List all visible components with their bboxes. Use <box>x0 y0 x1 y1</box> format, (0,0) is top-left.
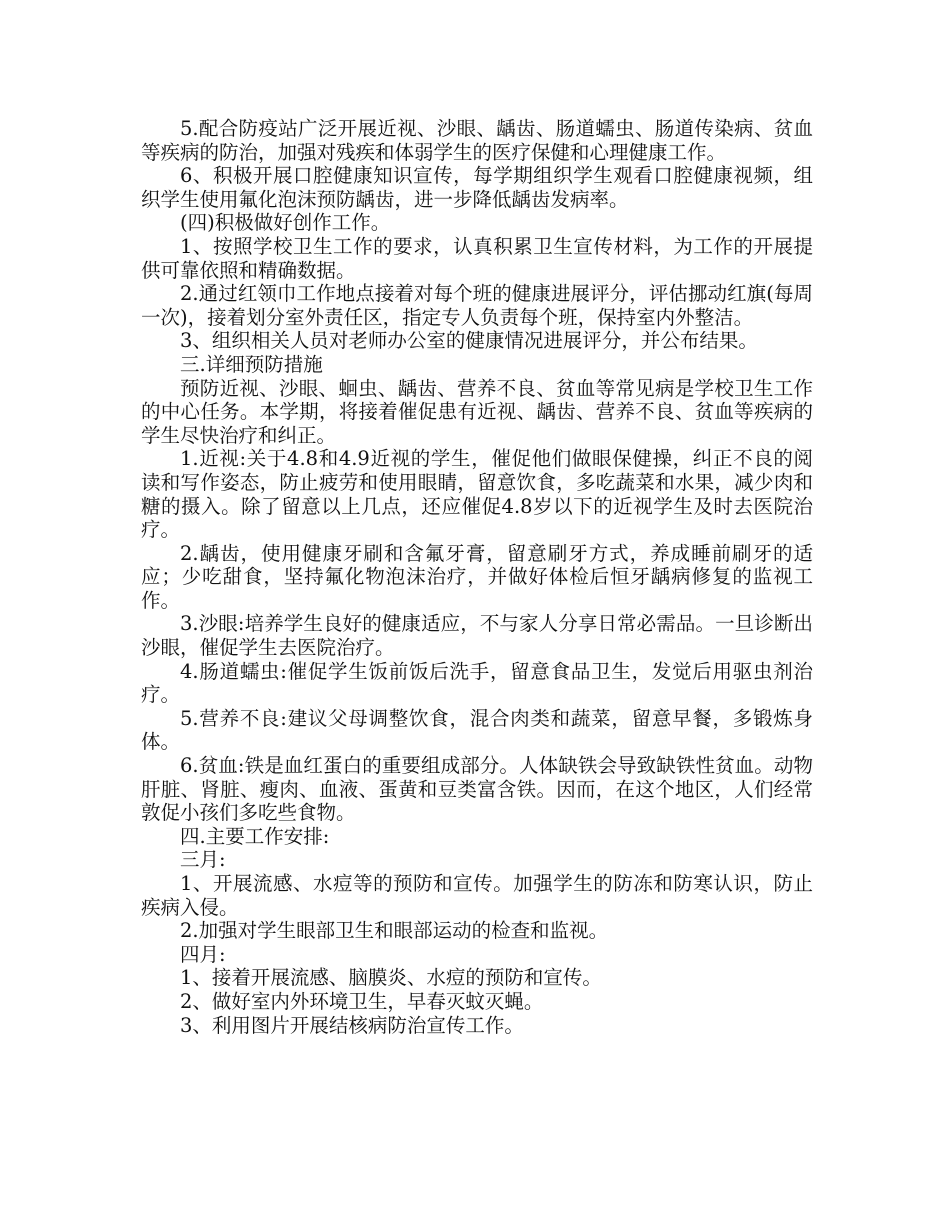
section-heading-4: (四)积极做好创作工作。 <box>180 211 391 235</box>
paragraph-march-1: 1、开展流感、水痘等的预防和宣传。加强学生的防冻和防寒认识，防止疾病入侵。 <box>141 872 813 919</box>
month-heading-march: 三月: <box>180 848 226 872</box>
section-heading-4-schedule: 四.主要工作安排: <box>180 824 330 848</box>
paragraph-april-1: 1、接着开展流感、脑膜炎、水痘的预防和宣传。 <box>180 966 602 990</box>
section-heading-3: 三.详细预防措施 <box>180 352 323 376</box>
paragraph-april-3: 3、利用图片开展结核病防治宣传工作。 <box>180 1013 524 1037</box>
paragraph-caries: 2.龋齿，使用健康牙刷和含氟牙膏，留意刷牙方式，养成睡前刷牙的适应；少吃甜食，坚持氟化物泡沫治疗，并做好体检后恒牙龋病修复的监视工作。 <box>141 541 813 612</box>
paragraph-creation-2: 2.通过红领巾工作地点接着对每个班的健康进展评分，评估挪动红旗(每周一次)，接着划分室外责任区，指定专人负责每个班，保持室内外整洁。 <box>141 282 813 329</box>
paragraph-creation-1: 1、按照学校卫生工作的要求，认真积累卫生宣传材料，为工作的开展提供可靠依照和精确数据。 <box>141 234 813 282</box>
month-heading-april: 四月: <box>180 942 226 966</box>
paragraph-item5-disease-prevention: 5.配合防疫站广泛开展近视、沙眼、龋齿、肠道蠕虫、肠道传染病、贫血等疾病的防治，加强对残疾和体弱学生的医疗保健和心理健康工作。 <box>141 117 813 164</box>
paragraph-worms: 4.肠道蠕虫:催促学生饭前饭后洗手，留意食品卫生，发觉后用驱虫剂治疗。 <box>141 659 813 707</box>
paragraph-prevention-intro: 预防近视、沙眼、蛔虫、龋齿、营养不良、贫血等常见病是学校卫生工作的中心任务。本学期，将接着催促患有近视、龋齿、营养不良、贫血等疾病的学生尽快治疗和纠正。 <box>141 376 813 447</box>
paragraph-creation-3: 3、组织相关人员对老师办公室的健康情况进展评分，并公布结果。 <box>180 329 758 353</box>
paragraph-malnutrition: 5.营养不良:建议父母调整饮食，混合肉类和蔬菜，留意早餐，多锻炼身体。 <box>141 706 813 754</box>
paragraph-trachoma: 3.沙眼:培养学生良好的健康适应，不与家人分享日常必需品。一旦诊断出沙眼，催促学生去医院治疗。 <box>141 612 813 660</box>
paragraph-anemia: 6.贫血:铁是血红蛋白的重要组成部分。人体缺铁会导致缺铁性贫血。动物肝脏、肾脏、瘦肉、血液、蛋黄和豆类富含铁。因而，在这个地区，人们经常敦促小孩们多吃些食物。 <box>141 754 813 825</box>
document-page <box>141 117 813 1037</box>
paragraph-myopia: 1.近视:关于4.8和4.9近视的学生，催促他们做眼保健操，纠正不良的阅读和写作姿态，防止疲劳和使用眼睛，留意饮食，多吃蔬菜和水果，减少肉和糖的摄入。除了留意以上几点，还应催促4.8岁以下的近视学生及时去医院治疗。 <box>141 447 813 542</box>
paragraph-item6-oral-health: 6、积极开展口腔健康知识宣传，每学期组织学生观看口腔健康视频，组织学生使用氟化泡沫预防龋齿，进一步降低龋齿发病率。 <box>141 164 813 211</box>
paragraph-march-2: 2.加强对学生眼部卫生和眼部运动的检查和监视。 <box>180 919 609 943</box>
paragraph-april-2: 2、做好室内外环境卫生，早春灭蚊灭蝇。 <box>180 989 544 1013</box>
